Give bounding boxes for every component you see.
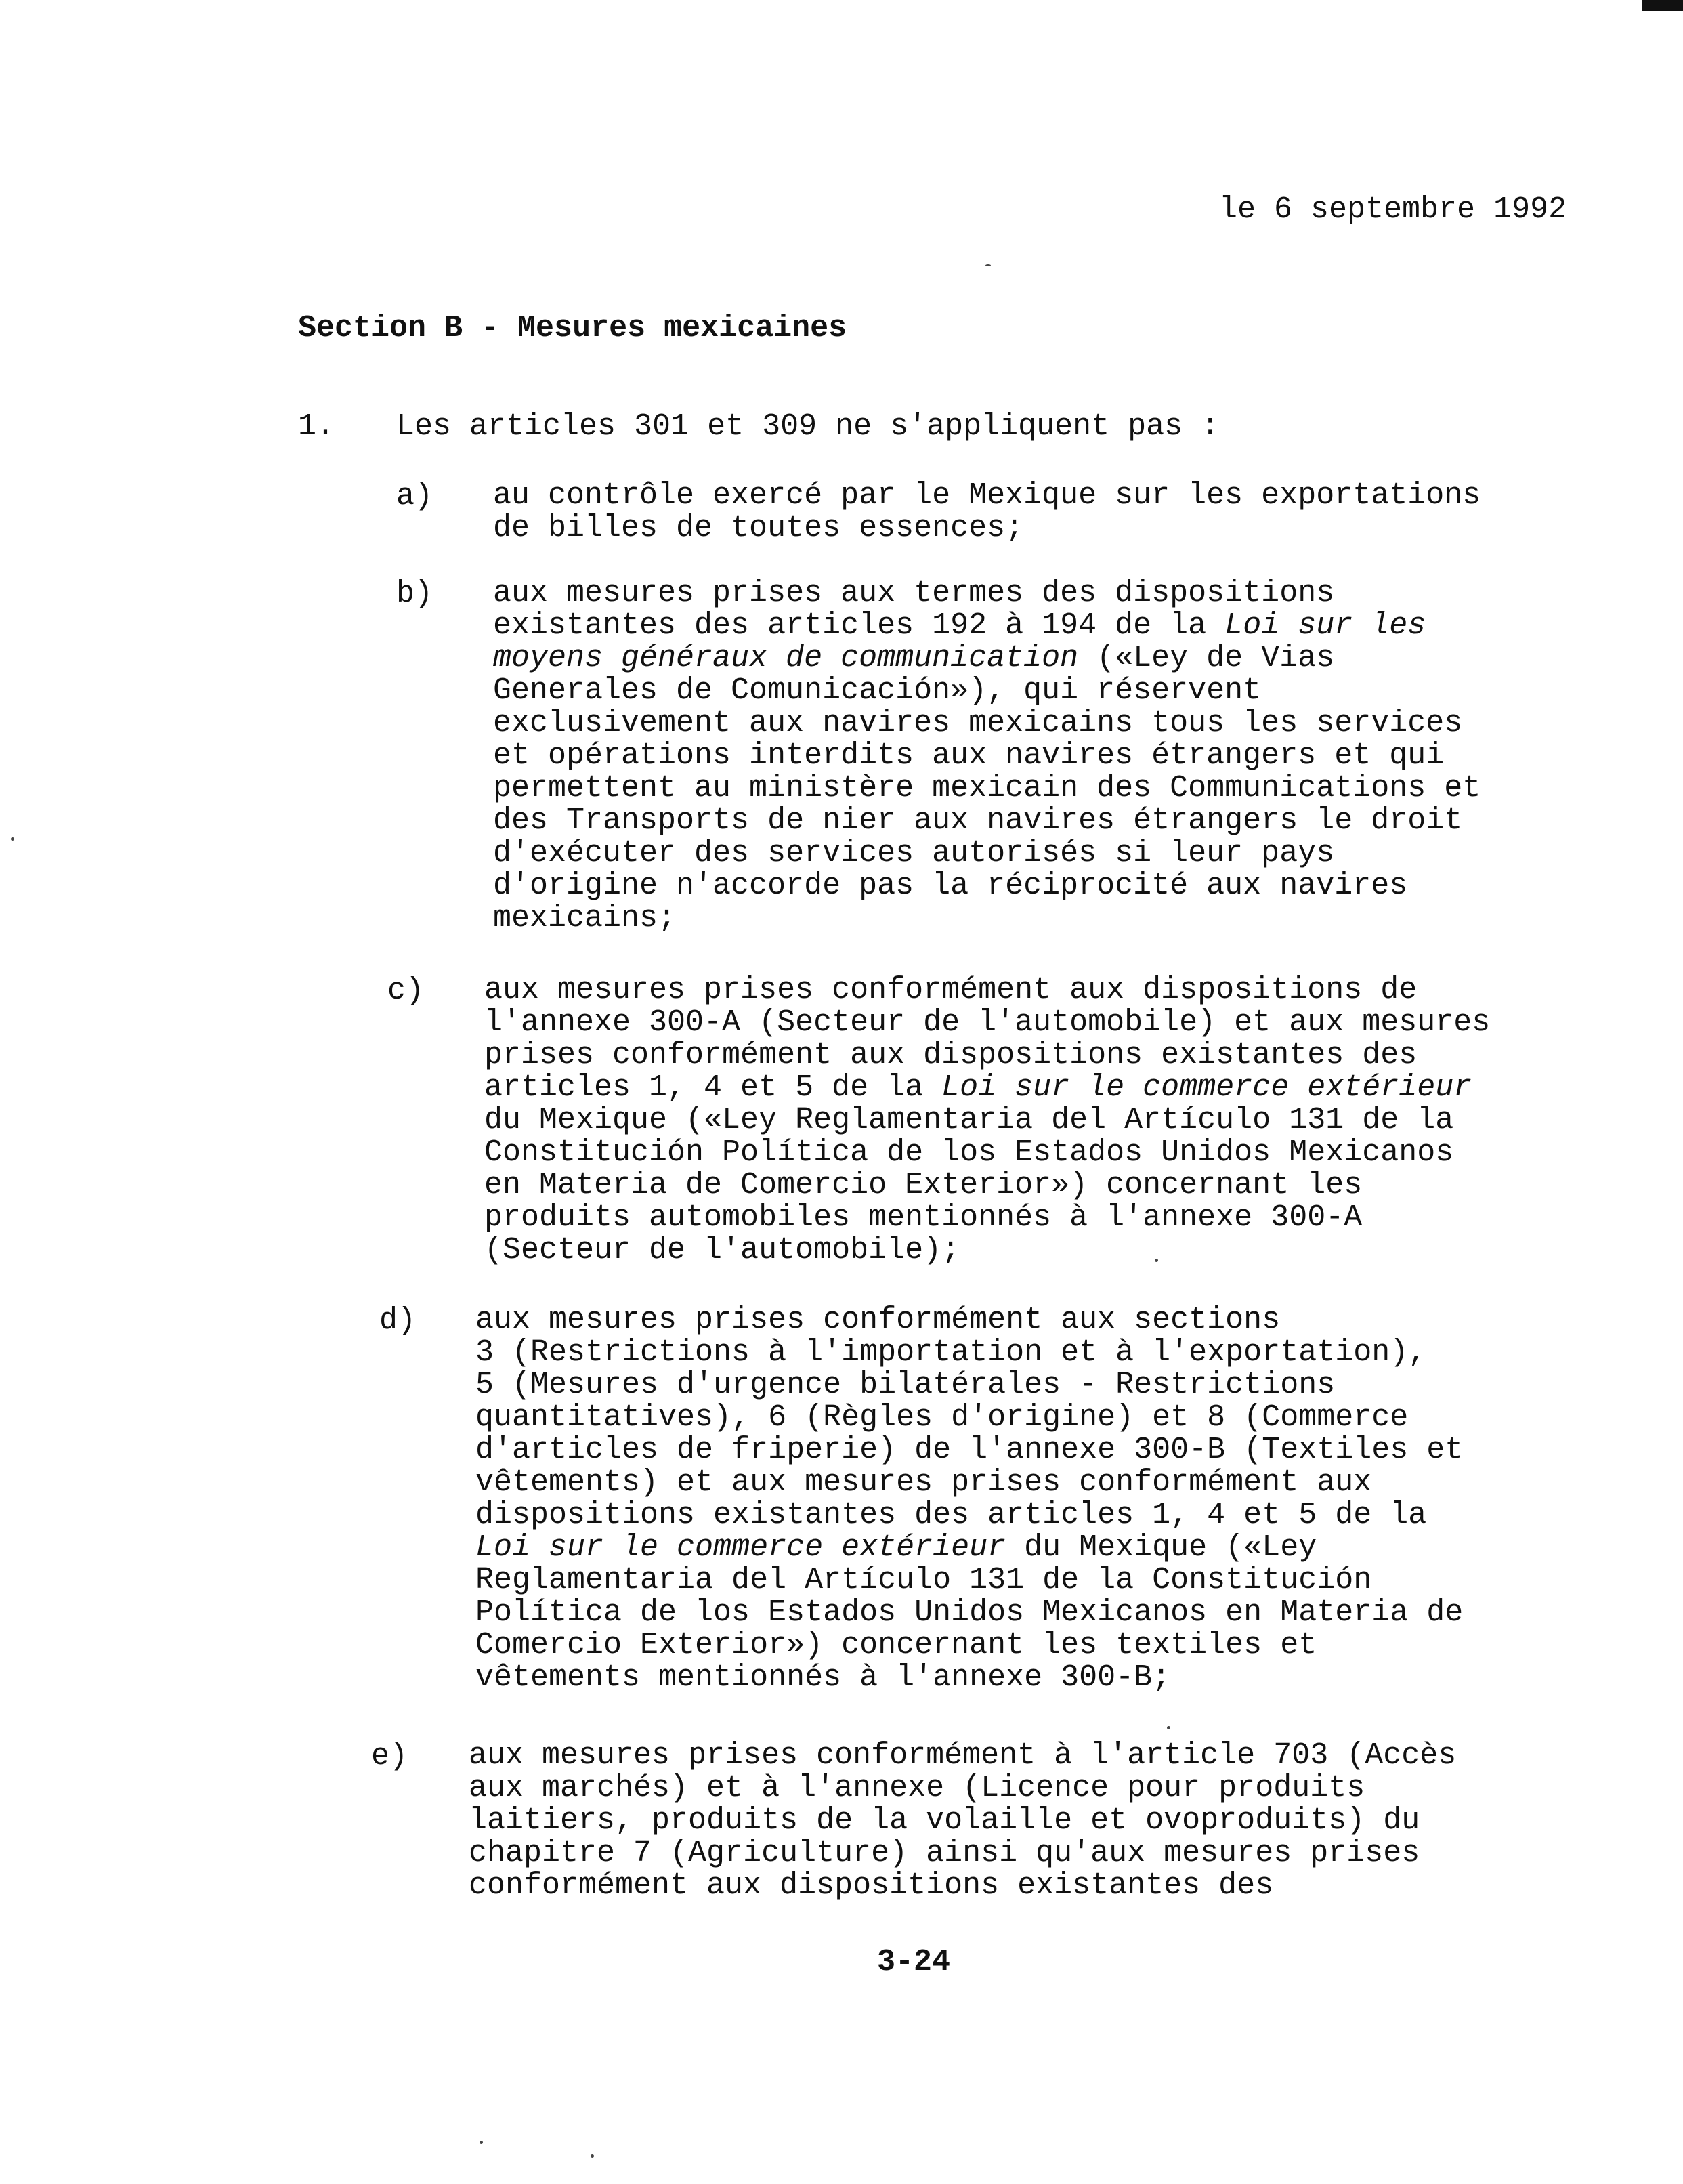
text-line: produits automobiles mentionnés à l'annexe 300-A: [484, 1200, 1363, 1235]
item-intro: Les articles 301 et 309 ne s'appliquent pas :: [396, 409, 1220, 444]
item-number: 1.: [298, 409, 335, 444]
subitem-label-e: e): [371, 1739, 408, 1773]
text-line: dispositions existantes des articles 1, 4 et 5 de la: [475, 1498, 1427, 1532]
text-line: chapitre 7 (Agriculture) ainsi qu'aux mesures prises: [469, 1836, 1420, 1870]
text-line: permettent au ministère mexicain des Communications et: [493, 771, 1481, 805]
text-line: conformément aux dispositions existantes des: [469, 1868, 1274, 1903]
text-line: Generales de Comunicación»), qui réservent: [493, 673, 1262, 708]
subitem-text-c: [484, 974, 1602, 1267]
subitem-text-a: [493, 480, 1611, 545]
section-title: Section B - Mesures mexicaines: [298, 311, 847, 345]
text-line: d'articles de friperie) de l'annexe 300-B (Textiles et: [475, 1433, 1464, 1467]
italic-title: Loi sur le commerce extérieur: [941, 1070, 1472, 1105]
text-line: (Secteur de l'automobile);: [484, 1233, 960, 1267]
text-line: Loi sur le commerce extérieur du Mexique («Ley: [475, 1530, 1317, 1565]
text-line: articles 1, 4 et 5 de la Loi sur le commerce extérieur: [484, 1070, 1472, 1105]
text-line: vêtements mentionnés à l'annexe 300-B;: [475, 1660, 1171, 1695]
text-line: d'origine n'accorde pas la réciprocité aux navires: [493, 868, 1408, 903]
text-line: aux mesures prises conformément aux dispositions de: [484, 973, 1418, 1007]
scan-speck: [1155, 1259, 1158, 1262]
subitem-label-a: a): [396, 479, 433, 513]
text-line: Constitución Política de los Estados Unidos Mexicanos: [484, 1135, 1454, 1170]
scan-speck: [1167, 1726, 1170, 1729]
text-line: en Materia de Comercio Exterior») concernant les: [484, 1168, 1363, 1202]
text-line: d'exécuter des services autorisés si leur pays: [493, 836, 1335, 870]
subitem-label-d: d): [379, 1303, 417, 1338]
text-line: Reglamentaria del Artículo 131 de la Constitución: [475, 1563, 1372, 1597]
text-line: prises conformément aux dispositions existantes des: [484, 1038, 1418, 1072]
text-line: aux mesures prises conformément aux sections: [475, 1303, 1281, 1337]
subitem-text-d: [475, 1304, 1593, 1694]
scan-speck: [591, 2154, 594, 2158]
text-line: exclusivement aux navires mexicains tous les services: [493, 706, 1463, 740]
text-line: 3 (Restrictions à l'importation et à l'exportation),: [475, 1335, 1427, 1370]
text-line: et opérations interdits aux navires étrangers et qui: [493, 738, 1445, 773]
scan-corner-mark: [1642, 0, 1683, 11]
page-number: 3-24: [877, 1945, 951, 1979]
text-line: l'annexe 300-A (Secteur de l'automobile) et aux mesures: [484, 1005, 1491, 1040]
italic-title: moyens généraux de communication: [493, 641, 1079, 675]
text-line: du Mexique («Ley Reglamentaria del Artículo 131 de la: [484, 1103, 1454, 1137]
subitem-text-e: [469, 1740, 1586, 1902]
italic-title: Loi sur le commerce extérieur: [475, 1530, 1006, 1565]
text-line: laitiers, produits de la volaille et ovoproduits) du: [469, 1803, 1420, 1838]
text-line: existantes des articles 192 à 194 de la Loi sur les: [493, 608, 1426, 643]
text-line: au contrôle exercé par le Mexique sur les exportations: [493, 478, 1481, 513]
subitem-label-c: c): [387, 973, 425, 1008]
text-line: quantitatives), 6 (Règles d'origine) et 8 (Commerce: [475, 1400, 1409, 1435]
text-line: aux mesures prises conformément à l'article 703 (Accès: [469, 1738, 1457, 1773]
subitem-label-b: b): [396, 576, 433, 611]
text-line: 5 (Mesures d'urgence bilatérales - Restrictions: [475, 1368, 1336, 1402]
scan-speck: [985, 264, 991, 266]
scan-speck: [11, 837, 14, 841]
text-line: Política de los Estados Unidos Mexicanos en Materia de: [475, 1595, 1464, 1630]
text-line: aux marchés) et à l'annexe (Licence pour produits: [469, 1771, 1365, 1805]
text-line: de billes de toutes essences;: [493, 511, 1024, 545]
italic-title: Loi sur les: [1224, 608, 1426, 643]
text-line: vêtements) et aux mesures prises conformément aux: [475, 1465, 1372, 1500]
text-line: mexicains;: [493, 901, 677, 936]
document-date: le 6 septembre 1992: [1219, 192, 1567, 227]
scan-speck: [480, 2141, 483, 2144]
text-line: des Transports de nier aux navires étrangers le droit: [493, 803, 1463, 838]
text-line: Comercio Exterior») concernant les textiles et: [475, 1628, 1317, 1662]
text-line: aux mesures prises aux termes des dispositions: [493, 576, 1335, 610]
text-line: moyens généraux de communication («Ley de Vias: [493, 641, 1335, 675]
subitem-text-b: [493, 577, 1611, 935]
